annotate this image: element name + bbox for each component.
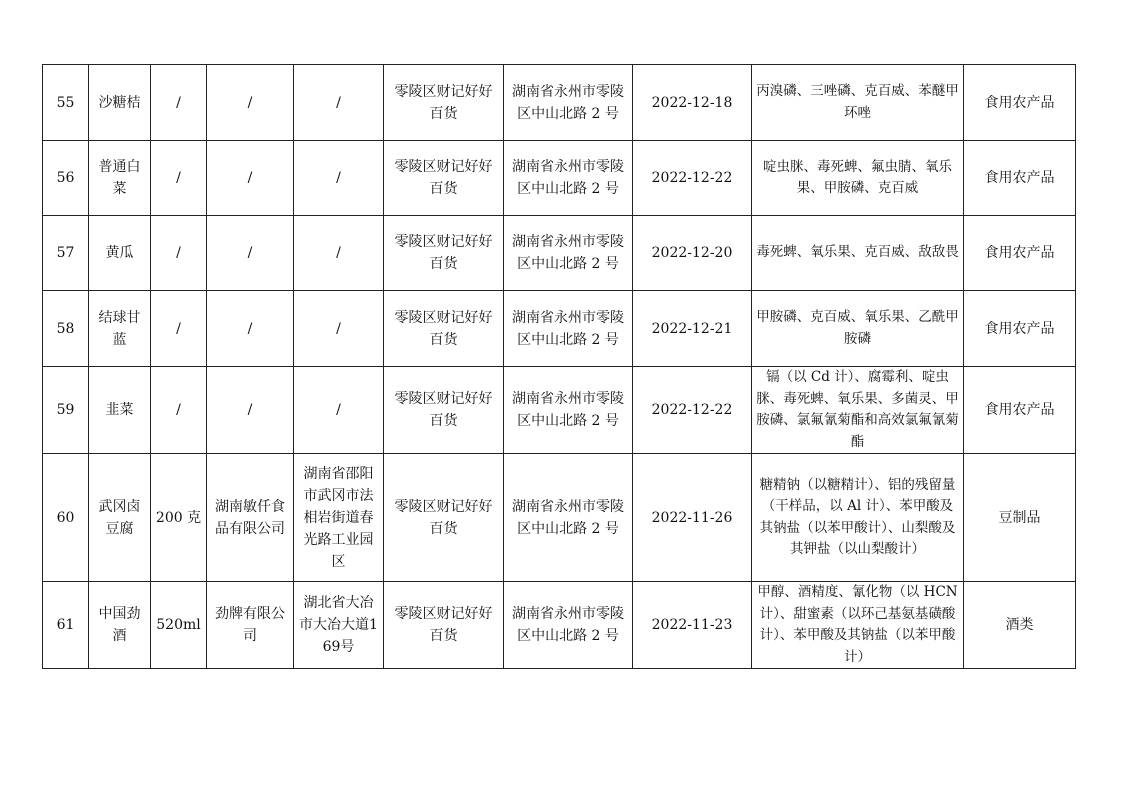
producer-address: / [294, 291, 384, 367]
product-name: 沙糖桔 [89, 65, 151, 141]
table-row [43, 216, 1076, 291]
inspection-items: 毒死蜱、氧乐果、克百威、敌敌畏 [752, 216, 964, 291]
inspection-items: 镉（以 Cd 计）、腐霉利、啶虫脒、毒死蜱、氧乐果、多菌灵、甲胺磷、氯氟氰菊酯和高效氯氟氰菊酯 [752, 367, 964, 454]
food-category: 酒类 [964, 582, 1076, 669]
product-spec: / [151, 65, 207, 141]
food-category: 食用农产品 [964, 291, 1076, 367]
product-spec: / [151, 141, 207, 216]
sample-date: 2022-12-21 [633, 291, 752, 367]
sampled-unit: 零陵区财记好好百货 [384, 65, 504, 141]
food-category: 食用农产品 [964, 367, 1076, 454]
sample-date: 2022-11-23 [633, 582, 752, 669]
table-body [43, 65, 1076, 669]
row-number: 55 [43, 65, 89, 141]
table-row [43, 291, 1076, 367]
producer-address: 湖南省邵阳市武冈市法相岩街道春光路工业园区 [294, 454, 384, 582]
sample-date: 2022-12-20 [633, 216, 752, 291]
inspection-items: 啶虫脒、毒死蜱、氟虫腈、氧乐果、甲胺磷、克百威 [752, 141, 964, 216]
sample-date: 2022-11-26 [633, 454, 752, 582]
sampled-address: 湖南省永州市零陵区中山北路 2 号 [504, 216, 633, 291]
product-spec: / [151, 291, 207, 367]
product-name: 武冈卤豆腐 [89, 454, 151, 582]
product-spec: 520ml [151, 582, 207, 669]
table-row [43, 65, 1076, 141]
sampled-address: 湖南省永州市零陵区中山北路 2 号 [504, 65, 633, 141]
producer-address: / [294, 367, 384, 454]
row-number: 57 [43, 216, 89, 291]
producer-name: / [207, 367, 294, 454]
row-number: 56 [43, 141, 89, 216]
producer-address: / [294, 216, 384, 291]
table-row [43, 582, 1076, 669]
inspection-items: 丙溴磷、三唑磷、克百威、苯醚甲环唑 [752, 65, 964, 141]
inspection-items: 甲醇、酒精度、氰化物（以 HCN 计）、甜蜜素（以环己基氨基磺酸计）、苯甲酸及其钠盐（以苯甲酸计） [752, 582, 964, 669]
inspection-items: 糖精钠（以糖精计）、铝的残留量（干样品，以 Al 计）、苯甲酸及其钠盐（以苯甲酸计）、山梨酸及其钾盐（以山梨酸计） [752, 454, 964, 582]
producer-address: / [294, 141, 384, 216]
sampled-unit: 零陵区财记好好百货 [384, 141, 504, 216]
sampled-unit: 零陵区财记好好百货 [384, 582, 504, 669]
food-category: 食用农产品 [964, 65, 1076, 141]
sampled-address: 湖南省永州市零陵区中山北路 2 号 [504, 367, 633, 454]
sampled-unit: 零陵区财记好好百货 [384, 367, 504, 454]
producer-name: / [207, 291, 294, 367]
table-row [43, 454, 1076, 582]
food-category: 食用农产品 [964, 141, 1076, 216]
sampled-address: 湖南省永州市零陵区中山北路 2 号 [504, 582, 633, 669]
food-category: 食用农产品 [964, 216, 1076, 291]
producer-name: 湖南敏仟食品有限公司 [207, 454, 294, 582]
sample-date: 2022-12-22 [633, 141, 752, 216]
sampled-unit: 零陵区财记好好百货 [384, 454, 504, 582]
inspection-items: 甲胺磷、克百威、氧乐果、乙酰甲胺磷 [752, 291, 964, 367]
product-spec: 200 克 [151, 454, 207, 582]
sampled-address: 湖南省永州市零陵区中山北路 2 号 [504, 141, 633, 216]
producer-name: / [207, 65, 294, 141]
product-name: 韭菜 [89, 367, 151, 454]
sample-date: 2022-12-22 [633, 367, 752, 454]
sampled-unit: 零陵区财记好好百货 [384, 216, 504, 291]
producer-address: 湖北省大冶市大冶大道169号 [294, 582, 384, 669]
product-name: 普通白菜 [89, 141, 151, 216]
product-spec: / [151, 216, 207, 291]
row-number: 58 [43, 291, 89, 367]
product-name: 结球甘蓝 [89, 291, 151, 367]
table-row [43, 141, 1076, 216]
product-name: 中国劲酒 [89, 582, 151, 669]
inspection-results-table [42, 64, 1076, 669]
food-category: 豆制品 [964, 454, 1076, 582]
producer-name: / [207, 141, 294, 216]
product-name: 黄瓜 [89, 216, 151, 291]
row-number: 60 [43, 454, 89, 582]
sample-date: 2022-12-18 [633, 65, 752, 141]
producer-name: 劲牌有限公司 [207, 582, 294, 669]
row-number: 59 [43, 367, 89, 454]
producer-name: / [207, 216, 294, 291]
sampled-address: 湖南省永州市零陵区中山北路 2 号 [504, 291, 633, 367]
sampled-unit: 零陵区财记好好百货 [384, 291, 504, 367]
product-spec: / [151, 367, 207, 454]
producer-address: / [294, 65, 384, 141]
row-number: 61 [43, 582, 89, 669]
sampled-address: 湖南省永州市零陵区中山北路 2 号 [504, 454, 633, 582]
table-row [43, 367, 1076, 454]
